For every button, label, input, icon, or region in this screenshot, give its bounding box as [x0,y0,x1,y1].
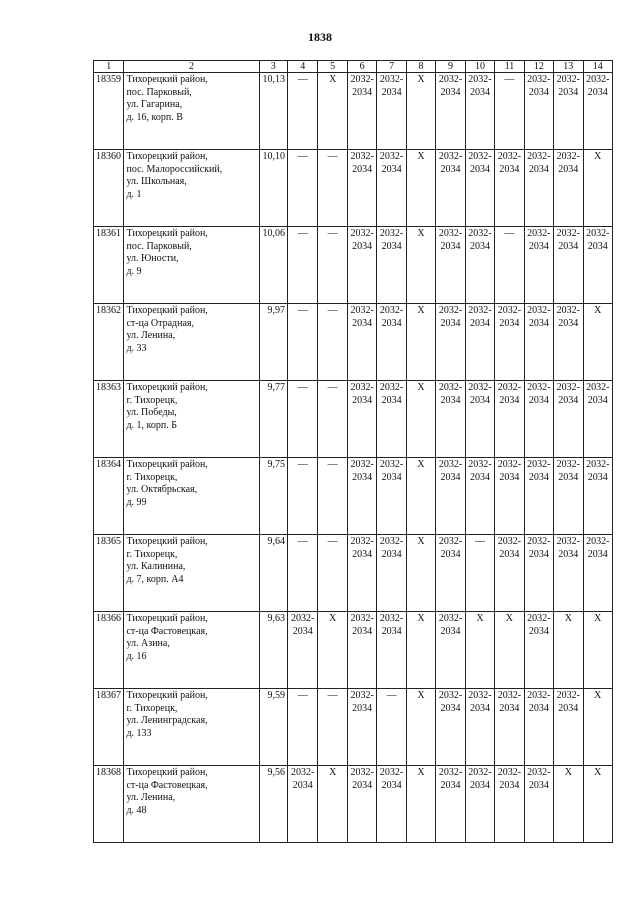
period-cell: X [583,766,612,843]
table-body [94,73,613,843]
value-cell: 9,59 [259,689,287,766]
registry-table [93,60,613,843]
table-row [94,689,613,766]
column-header: 2 [124,61,259,73]
period-cell: — [495,227,524,304]
column-header: 6 [347,61,376,73]
row-number: 18361 [94,227,124,304]
period-cell: X [406,304,435,381]
period-cell: 2032- 2034 [495,381,524,458]
period-cell: 2032- 2034 [554,458,583,535]
value-cell: 9,64 [259,535,287,612]
period-cell: 2032- 2034 [495,689,524,766]
period-cell: 2032- 2034 [436,689,465,766]
period-cell: X [318,766,347,843]
period-cell: 2032- 2034 [436,612,465,689]
period-cell: — [318,458,347,535]
period-cell: 2032- 2034 [524,73,553,150]
period-cell: 2032- 2034 [465,381,494,458]
period-cell: — [287,458,317,535]
column-header: 12 [524,61,553,73]
period-cell: 2032- 2034 [495,535,524,612]
period-cell: 2032- 2034 [436,458,465,535]
period-cell: 2032- 2034 [377,304,406,381]
period-cell: 2032- 2034 [554,381,583,458]
value-cell: 10,13 [259,73,287,150]
column-header: 11 [495,61,524,73]
period-cell: 2032- 2034 [583,73,612,150]
period-cell: 2032- 2034 [347,612,376,689]
period-cell: 2032- 2034 [495,458,524,535]
period-cell: 2032- 2034 [524,304,553,381]
period-cell: X [406,766,435,843]
period-cell: 2032- 2034 [524,458,553,535]
period-cell: X [406,73,435,150]
period-cell: 2032- 2034 [583,381,612,458]
period-cell: 2032- 2034 [583,458,612,535]
period-cell: 2032- 2034 [436,150,465,227]
column-header: 9 [436,61,465,73]
period-cell: 2032- 2034 [436,535,465,612]
address-cell: Тихорецкий район, г. Тихорецк, ул. Октябрьская, д. 99 [124,458,259,535]
period-cell: 2032- 2034 [524,381,553,458]
value-cell: 9,75 [259,458,287,535]
period-cell: 2032- 2034 [465,458,494,535]
period-cell: — [287,227,317,304]
period-cell: 2032- 2034 [347,227,376,304]
address-cell: Тихорецкий район, г. Тихорецк, ул. Калинина, д. 7, корп. А4 [124,535,259,612]
period-cell: — [287,381,317,458]
period-cell: 2032- 2034 [377,458,406,535]
period-cell: 2032- 2034 [377,227,406,304]
period-cell: 2032- 2034 [554,150,583,227]
period-cell: 2032- 2034 [554,73,583,150]
period-cell: — [318,535,347,612]
period-cell: X [406,150,435,227]
period-cell: 2032- 2034 [524,766,553,843]
period-cell: — [318,689,347,766]
period-cell: X [318,612,347,689]
period-cell: — [287,535,317,612]
period-cell: X [406,458,435,535]
period-cell: 2032- 2034 [436,227,465,304]
period-cell: — [465,535,494,612]
period-cell: X [583,612,612,689]
period-cell: 2032- 2034 [583,535,612,612]
period-cell: X [465,612,494,689]
table-row [94,612,613,689]
period-cell: — [287,150,317,227]
address-cell: Тихорецкий район, пос. Малороссийский, ул. Школьная, д. 1 [124,150,259,227]
table-row [94,150,613,227]
value-cell: 9,77 [259,381,287,458]
row-number: 18368 [94,766,124,843]
period-cell: 2032- 2034 [377,381,406,458]
column-header: 4 [287,61,317,73]
period-cell: 2032- 2034 [377,612,406,689]
period-cell: 2032- 2034 [554,535,583,612]
period-cell: 2032- 2034 [436,766,465,843]
period-cell: 2032- 2034 [347,689,376,766]
period-cell: 2032- 2034 [377,766,406,843]
period-cell: 2032- 2034 [465,73,494,150]
period-cell: 2032- 2034 [347,150,376,227]
period-cell: X [406,227,435,304]
period-cell: 2032- 2034 [347,766,376,843]
period-cell: 2032- 2034 [524,535,553,612]
period-cell: 2032- 2034 [347,73,376,150]
period-cell: 2032- 2034 [465,227,494,304]
table-row [94,458,613,535]
period-cell: 2032- 2034 [524,612,553,689]
period-cell: 2032- 2034 [347,535,376,612]
period-cell: — [318,381,347,458]
row-number: 18367 [94,689,124,766]
period-cell: X [583,304,612,381]
period-cell: 2032- 2034 [347,458,376,535]
column-header: 8 [406,61,435,73]
period-cell: — [318,227,347,304]
row-number: 18365 [94,535,124,612]
period-cell: 2032- 2034 [377,535,406,612]
period-cell: — [495,73,524,150]
period-cell: 2032- 2034 [524,150,553,227]
period-cell: X [583,689,612,766]
period-cell: 2032- 2034 [347,304,376,381]
value-cell: 10,10 [259,150,287,227]
row-number: 18359 [94,73,124,150]
row-number: 18363 [94,381,124,458]
column-header: 13 [554,61,583,73]
column-header: 7 [377,61,406,73]
row-number: 18364 [94,458,124,535]
value-cell: 10,06 [259,227,287,304]
period-cell: X [406,535,435,612]
column-header: 3 [259,61,287,73]
table-header [94,61,613,73]
address-cell: Тихорецкий район, г. Тихорецк, ул. Ленинградская, д. 133 [124,689,259,766]
period-cell: 2032- 2034 [347,381,376,458]
period-cell: 2032- 2034 [465,689,494,766]
table-row [94,381,613,458]
address-cell: Тихорецкий район, ст-ца Отрадная, ул. Ленина, д. 33 [124,304,259,381]
period-cell: 2032- 2034 [554,304,583,381]
period-cell: — [318,150,347,227]
table-row [94,73,613,150]
period-cell: — [318,304,347,381]
period-cell: 2032- 2034 [436,381,465,458]
period-cell: 2032- 2034 [495,304,524,381]
address-cell: Тихорецкий район, ст-ца Фастовецкая, ул. Азина, д. 16 [124,612,259,689]
period-cell: X [495,612,524,689]
period-cell: X [554,766,583,843]
period-cell: 2032- 2034 [524,227,553,304]
column-header: 1 [94,61,124,73]
period-cell: 2032- 2034 [436,304,465,381]
period-cell: X [406,689,435,766]
period-cell: X [406,381,435,458]
period-cell: 2032- 2034 [465,766,494,843]
value-cell: 9,97 [259,304,287,381]
value-cell: 9,63 [259,612,287,689]
period-cell: 2032- 2034 [495,150,524,227]
period-cell: 2032- 2034 [377,150,406,227]
period-cell: 2032- 2034 [465,304,494,381]
address-cell: Тихорецкий район, г. Тихорецк, ул. Победы, д. 1, корп. Б [124,381,259,458]
period-cell: 2032- 2034 [495,766,524,843]
period-cell: 2032- 2034 [436,73,465,150]
address-cell: Тихорецкий район, ст-ца Фастовецкая, ул. Ленина, д. 48 [124,766,259,843]
column-header: 14 [583,61,612,73]
row-number: 18366 [94,612,124,689]
period-cell: 2032- 2034 [524,689,553,766]
period-cell: — [287,689,317,766]
period-cell: X [406,612,435,689]
period-cell: 2032- 2034 [465,150,494,227]
period-cell: 2032- 2034 [287,766,317,843]
header-row [94,61,613,73]
period-cell: 2032- 2034 [554,227,583,304]
value-cell: 9,56 [259,766,287,843]
table-row [94,766,613,843]
table-row [94,227,613,304]
address-cell: Тихорецкий район, пос. Парковый, ул. Юности, д. 9 [124,227,259,304]
table-row [94,535,613,612]
row-number: 18360 [94,150,124,227]
period-cell: — [287,304,317,381]
column-header: 10 [465,61,494,73]
period-cell: X [583,150,612,227]
period-cell: X [318,73,347,150]
period-cell: — [377,689,406,766]
period-cell: 2032- 2034 [377,73,406,150]
period-cell: X [554,612,583,689]
period-cell: 2032- 2034 [287,612,317,689]
column-header: 5 [318,61,347,73]
period-cell: — [287,73,317,150]
period-cell: 2032- 2034 [583,227,612,304]
table-row [94,304,613,381]
address-cell: Тихорецкий район, пос. Парковый, ул. Гагарина, д. 16, корп. В [124,73,259,150]
page-number: 1838 [308,30,332,44]
row-number: 18362 [94,304,124,381]
period-cell: 2032- 2034 [554,689,583,766]
